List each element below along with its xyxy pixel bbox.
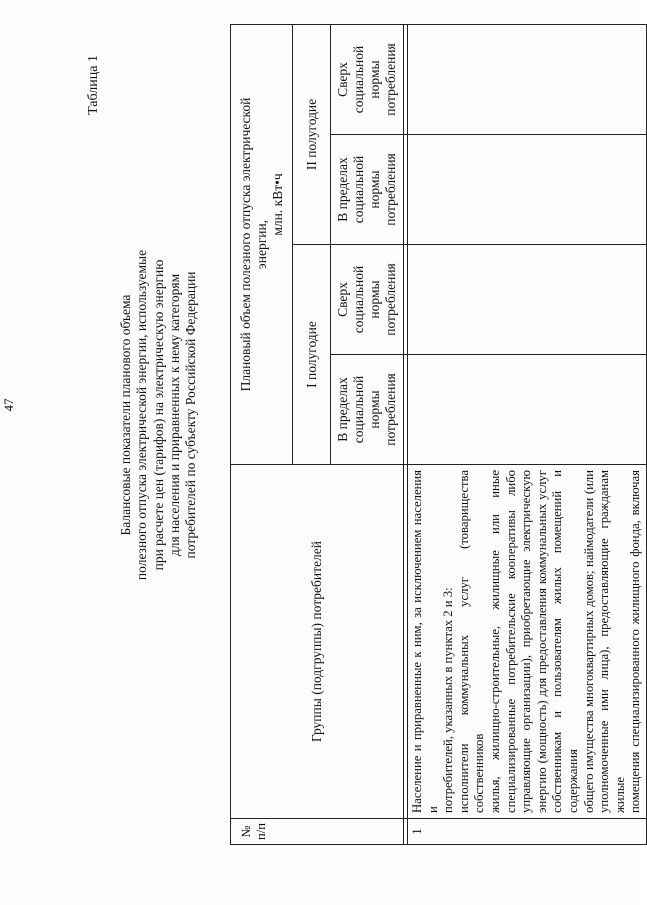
- volume-line: млн. кВт•ч: [269, 173, 285, 236]
- table-title: [118, 205, 199, 625]
- value-above-h1: [408, 245, 647, 355]
- desc-line: Население и приравненные к ним, за исключением населения и: [410, 470, 440, 813]
- desc-line: жилья, жилищно-строительные, жилищные или иные: [487, 470, 502, 813]
- table-label: Таблица 1: [86, 55, 101, 115]
- page-number: 47: [1, 398, 16, 412]
- title-line: потребителей по субъекту Российской Федерации: [183, 271, 199, 559]
- desc-line: общего имущества многоквартирных домов; наймодатели (или: [581, 470, 596, 813]
- header-num: № п/п: [231, 819, 404, 845]
- desc-line: энергию (мощность) для предоставления коммунальных услуг: [534, 470, 549, 813]
- value-within-h2: [408, 135, 647, 245]
- volume-line: Плановый объем полезного отпуска электрической: [237, 97, 253, 392]
- title-line: для населения и приравненных к нему категорям: [166, 273, 182, 557]
- rotated-content: [0, 35, 643, 875]
- header-above-norm-h2: Сверх социальной нормы потребления: [331, 25, 404, 135]
- header-group: Группы (подгруппы) потребителей: [231, 465, 404, 819]
- desc-line: помещения специализированного жилищного фонда, включая: [628, 470, 643, 813]
- header-half-1: I полугодие: [293, 245, 331, 465]
- value-within-h1: [408, 355, 647, 465]
- desc-line: исполнители коммунальных услуг (товарищества собственников: [456, 470, 487, 813]
- desc-line: собственникам и пользователям жилых помещений и содержания: [550, 470, 580, 813]
- header-volume: [231, 25, 293, 465]
- header-above-norm-h1: Сверх социальной нормы потребления: [331, 245, 404, 355]
- desc-line: уполномоченные ими лица), предоставляющие гражданам жилые: [597, 470, 627, 813]
- header-half-2: II полугодие: [293, 25, 331, 245]
- header-within-norm-h1: В пределах социальной нормы потребления: [331, 355, 404, 465]
- volume-line: энергии,: [253, 219, 269, 270]
- desc-line: потребителей, указанных в пунктах 2 и 3:: [441, 587, 456, 813]
- value-above-h2: [408, 25, 647, 135]
- title-line: Балансовые показатели планового объема: [118, 294, 133, 536]
- desc-line: специализированные потребительские кооперативы либо: [503, 470, 518, 813]
- header-within-norm-h2: В пределах социальной нормы потребления: [331, 135, 404, 245]
- balance-table: [230, 24, 647, 845]
- row-num: 1: [408, 819, 647, 845]
- title-line: при расчете цен (тарифов) на электрическую энергию: [150, 259, 166, 571]
- desc-line: управляющие организации), приобретающие электрическую: [519, 470, 534, 813]
- row-description: [408, 465, 647, 819]
- title-line: полезного отпуска электрической энергии, используемые: [134, 249, 150, 581]
